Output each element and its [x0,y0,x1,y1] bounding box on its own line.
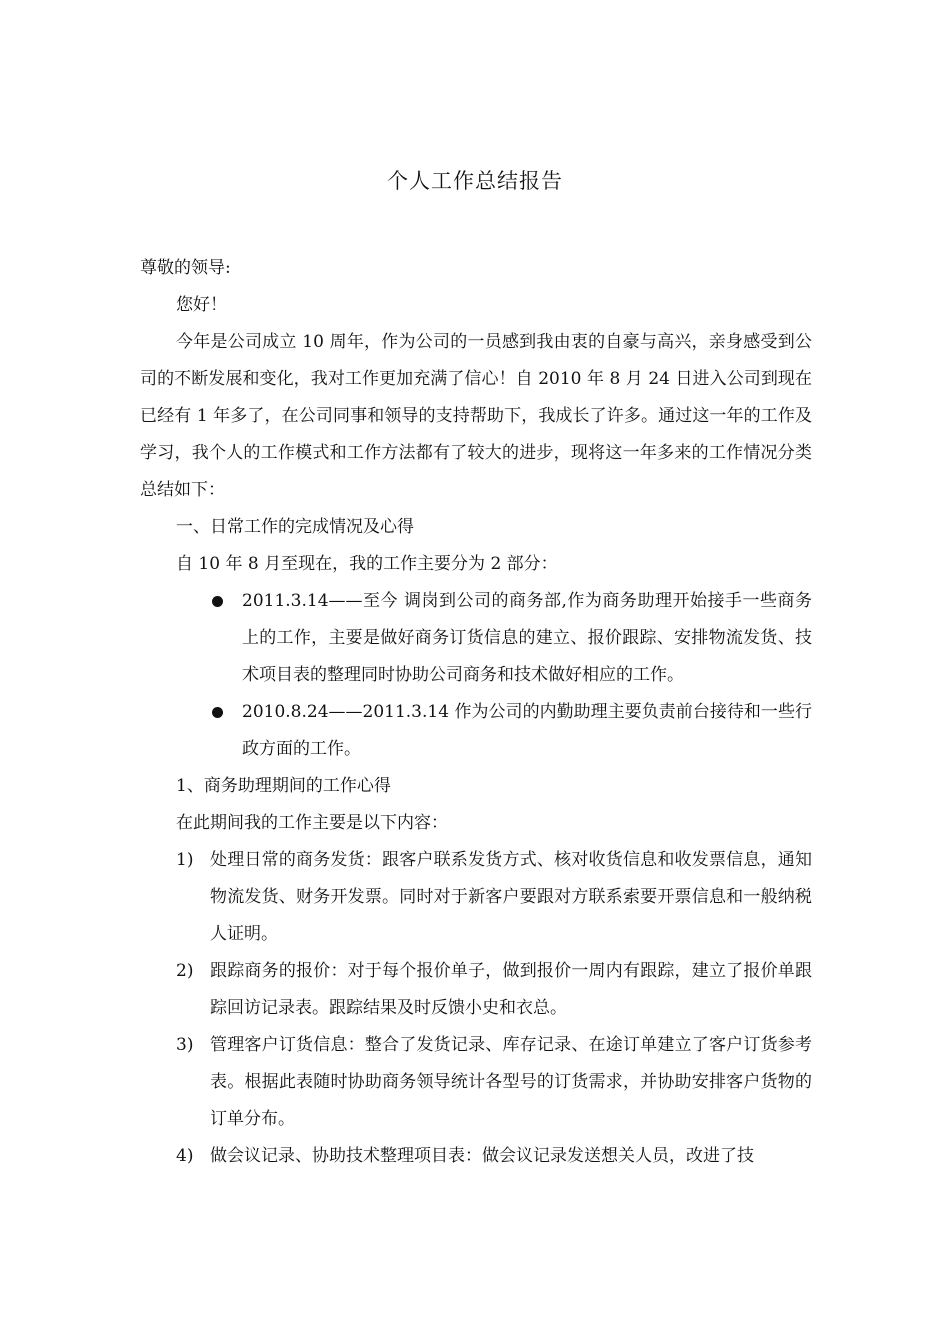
bullet-dot-icon [212,707,223,718]
item-number: 4) [176,1146,194,1166]
item-text: 做会议记录、协助技术整理项目表：做会议记录发送想关人员，改进了技 [210,1146,754,1166]
bullet-text: 2010.8.24——2011.3.14 作为公司的内勤助理主要负责前台接待和一些行政方面的工作。 [242,702,812,759]
greeting: 您好！ [176,295,227,315]
item-number: 1) [176,850,194,870]
document-title: 个人工作总结报告 [387,169,563,193]
numbered-list [140,842,812,1175]
document-body [140,250,812,1175]
subsection-lead: 在此期间我的工作主要是以下内容： [176,813,448,833]
bullet-list [140,583,812,768]
item-text: 管理客户订货信息：整合了发货记录、库存记录、在途订单建立了客户订货参考表。根据此表随时协助商务领导统计各型号的订货需求，并协助安排客户货物的订单分布。 [210,1035,812,1129]
intro-paragraph: 今年是公司成立 10 周年，作为公司的一员感到我由衷的自豪与高兴，亲身感受到公司的不断发展和变化，我对工作更加充满了信心！自 2010 年 8 月 24 日进入公司到现在已经有 1 年多了，在公司同事和领导的支持帮助下，我成长了许多。通过这一年的工作及学习，我个人的工作模式和工作方法都有了较大的进步，现将这一年多来的工作情况分类总结如下： [140,332,812,500]
numbered-item [140,1027,812,1138]
subsection-heading-business-assistant: 1、商务助理期间的工作心得 [176,776,391,796]
bullet-text: 2011.3.14——至今 调岗到公司的商务部,作为商务助理开始接手一些商务上的工作，主要是做好商务订货信息的建立、报价跟踪、安排物流发货、技术项目表的整理同时协助公司商务和技术做好相应的工作。 [242,591,812,685]
section-heading-daily-work: 一、日常工作的完成情况及心得 [176,517,414,537]
item-number: 2) [176,961,194,981]
numbered-item [140,1138,812,1175]
numbered-item [140,953,812,1027]
bullet-item [140,694,812,768]
item-number: 3) [176,1035,194,1055]
item-text: 处理日常的商务发货：跟客户联系发货方式、核对收货信息和收发票信息，通知物流发货、财务开发票。同时对于新客户要跟对方联系索要开票信息和一般纳税人证明。 [210,850,812,944]
numbered-item [140,842,812,953]
item-text: 跟踪商务的报价：对于每个报价单子，做到报价一周内有跟踪，建立了报价单跟踪回访记录表。跟踪结果及时反馈小史和衣总。 [210,961,812,1018]
section-lead: 自 10 年 8 月至现在，我的工作主要分为 2 部分： [176,554,558,574]
bullet-item [140,583,812,694]
bullet-dot-icon [212,596,223,607]
salutation: 尊敬的领导: [140,258,231,278]
